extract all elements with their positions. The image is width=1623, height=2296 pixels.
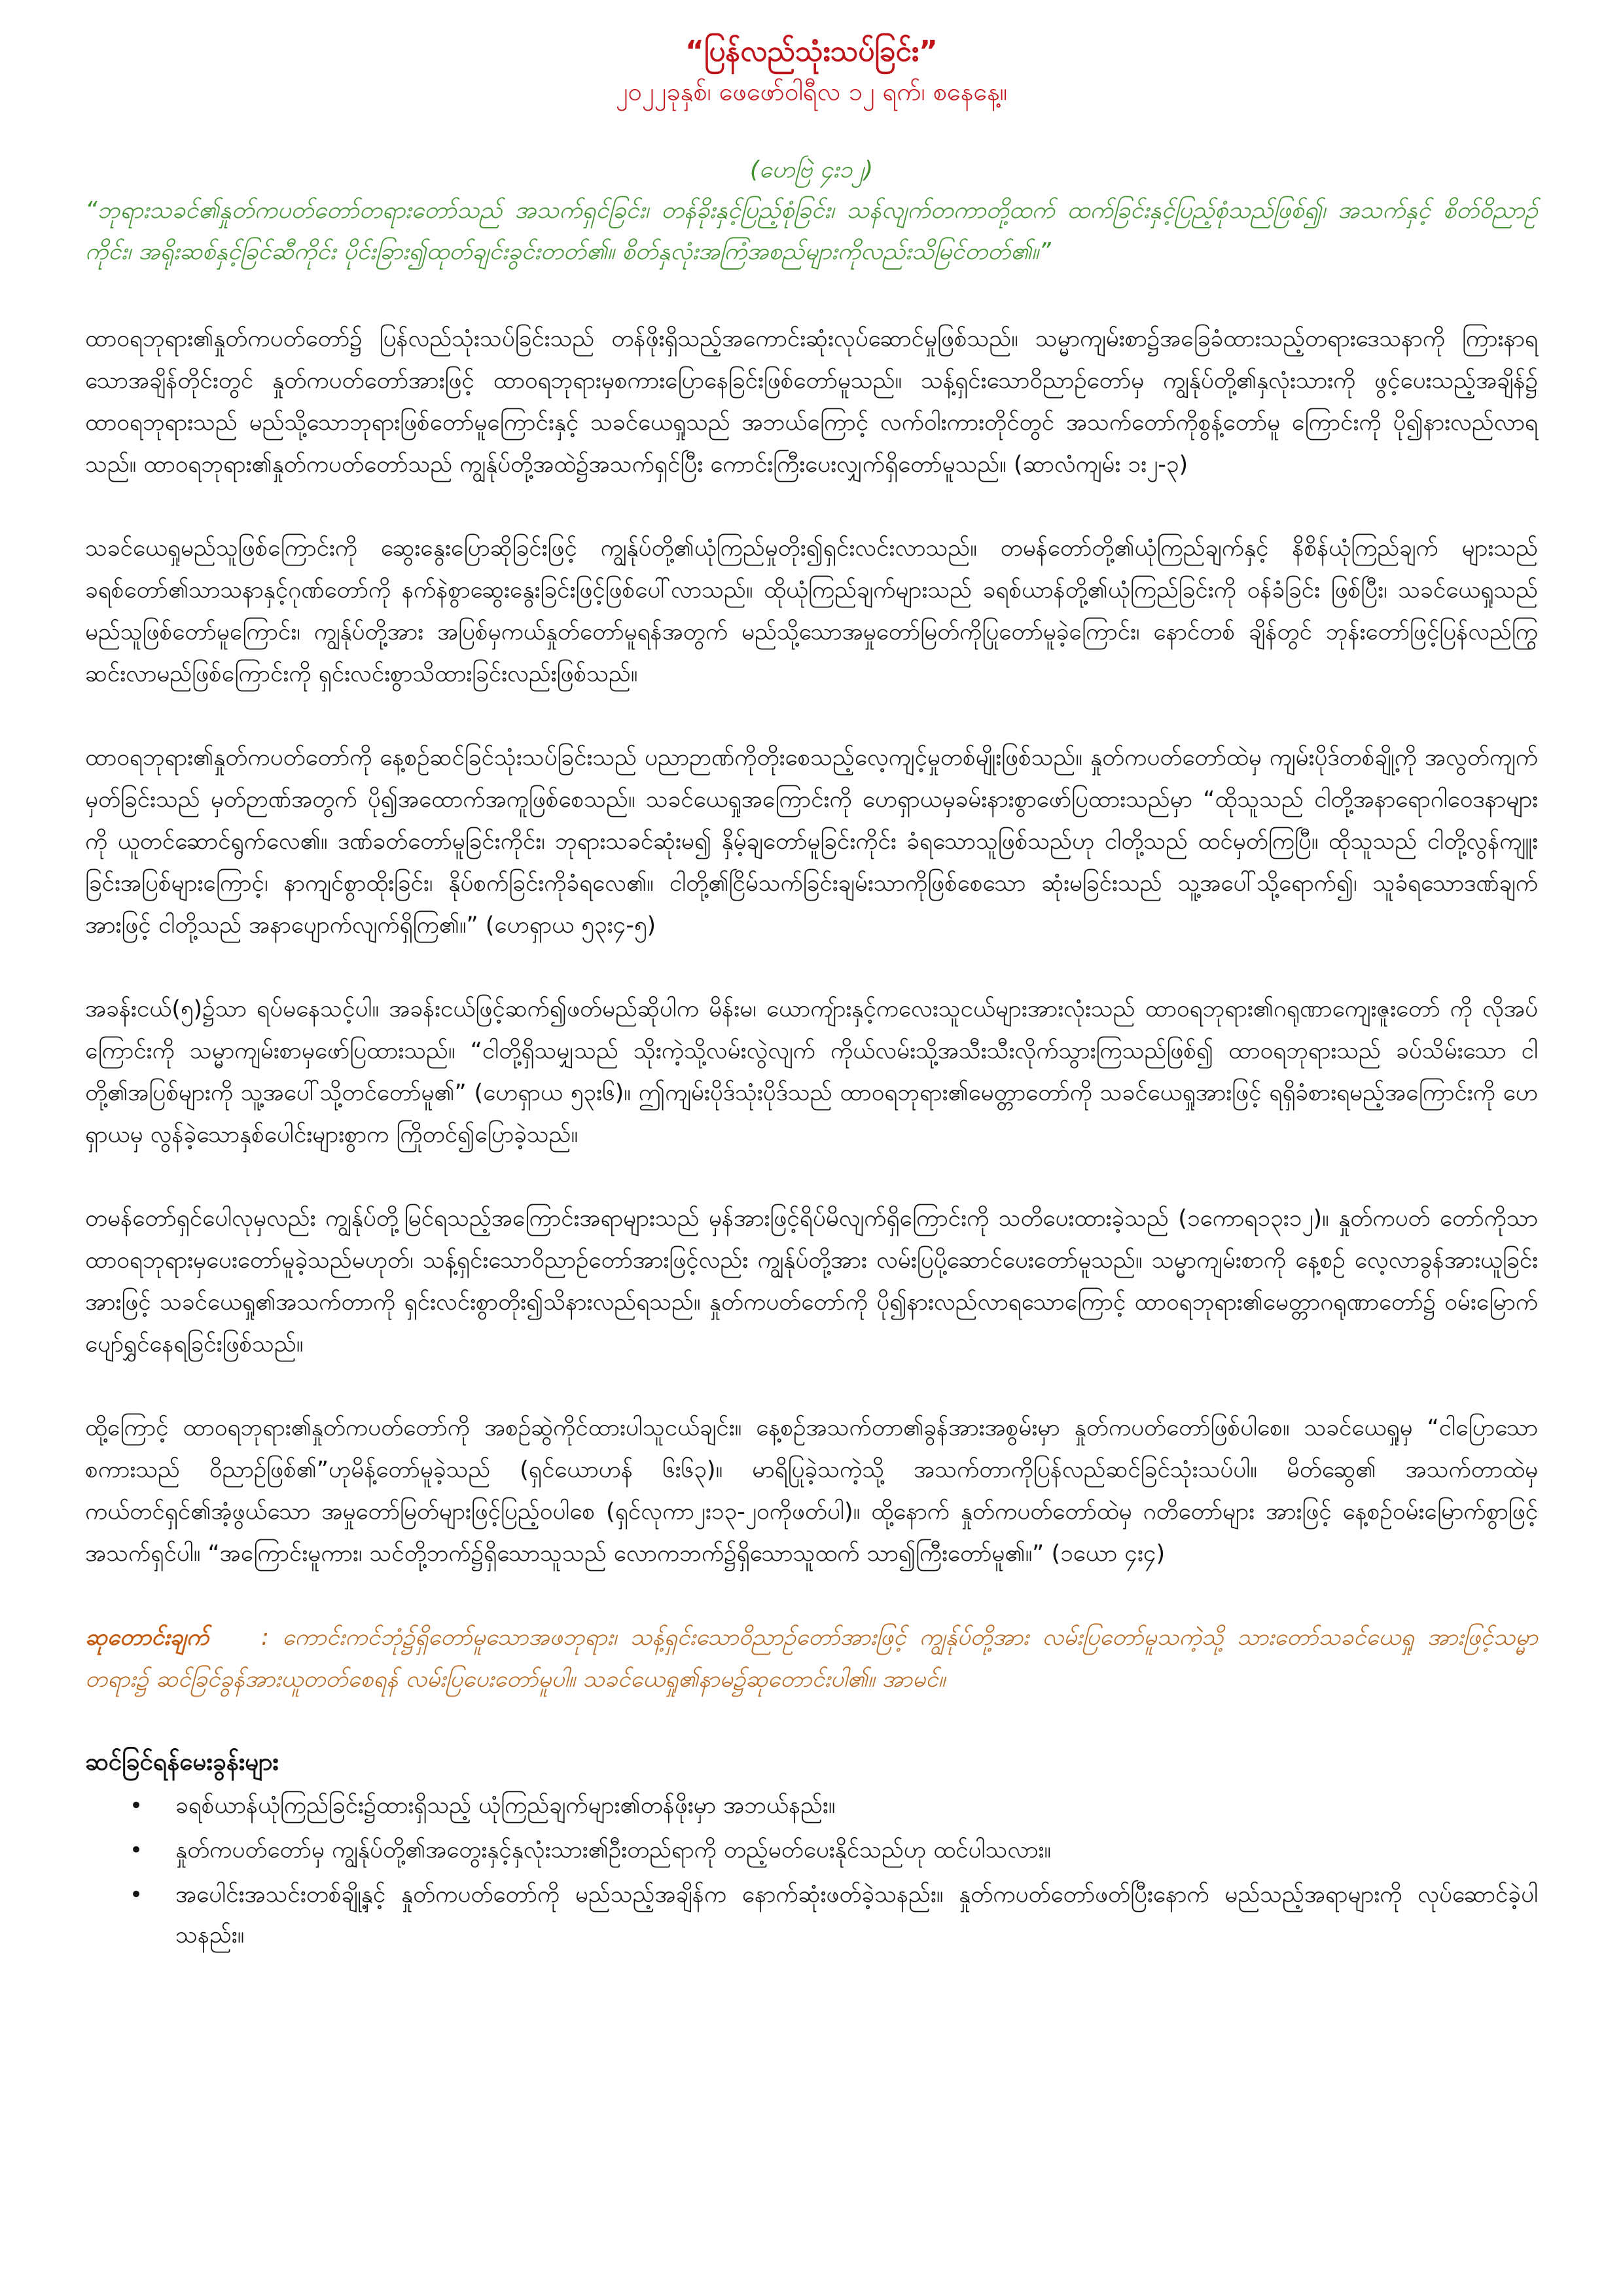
scripture-reference: (ဟေဗြဲ ၄း၁၂): [749, 156, 874, 183]
question-text: ခရစ်ယာန်ယုံကြည်ခြင်း၌ထားရှိသည့် ယုံကြည်ချက်များ၏တန်ဖိုးမှာ အဘယ်နည်း။: [175, 1793, 836, 1819]
prayer-block: [85, 1617, 1538, 1700]
page-date: ၂၀၂၂ခုနှစ်၊ ဖေဖော်ဝါရီလ ၁၂ ရက်၊ စနေနေ့။: [615, 77, 1008, 106]
page-title: “ပြန်လည်သုံးသပ်ခြင်း”: [685, 35, 938, 68]
body-paragraph-1: ထာဝရဘုရား၏နှုတ်ကပတ်တော်၌ ပြန်လည်သုံးသပ်ခြင်းသည် တန်ဖိုးရှိသည့်အကောင်းဆုံးလုပ်ဆောင်မှုဖြစ်သည်။ သမ္မာကျမ်းစာ၌အခြေခံထားသည့်တရားဒေသနာကို ကြားနာရသောအချိန်တိုင်းတွင် နှုတ်ကပတ်တော်အားဖြင့် ထာဝရဘုရားမှစကားပြောနေခြင်းဖြစ်တော်မူသည်။ သန့်ရှင်းသောဝိညာဉ်တော်မှ ကျွန်ုပ်တို့၏နှလုံးသားကို ဖွင့်ပေးသည့်အချိန်၌ ထာဝရဘုရားသည် မည်သို့သောဘုရားဖြစ်တော်မူကြောင်းနှင့် သခင်ယေရှုသည် အဘယ်ကြောင့် လက်ဝါးကားတိုင်တွင် အသက်တော်ကိုစွန့်တော်မူ ကြောင်းကို ပို၍နားလည်လာရသည်။ ထာဝရဘုရား၏နှုတ်ကပတ်တော်သည် ကျွန်ုပ်တို့အထဲ၌အသက်ရှင်ပြီး ကောင်းကြီးပေးလျှက်ရှိတော်မူသည်။ (ဆာလံကျမ်း ၁း၂-၃): [85, 326, 1538, 478]
list-item: [130, 1874, 1538, 1956]
questions-list: [85, 1785, 1538, 1956]
list-item: [130, 1830, 1538, 1871]
prayer-separator: :: [261, 1624, 269, 1651]
body-paragraph-4: အခန်းငယ်(၅)၌သာ ရပ်မနေသင့်ပါ။ အခန်းငယ်ဖြင့်ဆက်၍ဖတ်မည်ဆိုပါက မိန်းမ၊ ယောကျ်ားနှင့်ကလေးသူငယ်များအားလုံးသည် ထာဝရဘုရား၏ဂရုဏာကျေးဇူးတော် ကို လိုအပ်ကြောင်းကို သမ္မာကျမ်းစာမှဖော်ပြထားသည်။ “ငါတို့ရှိသမျှသည် သိုးကဲ့သို့လမ်းလွဲလျက် ကိုယ်လမ်းသို့အသီးသီးလိုက်သွားကြသည်ဖြစ်၍ ထာဝရဘုရားသည် ခပ်သိမ်းသော ငါတို့၏အပြစ်များကို သူ့အပေါ်သို့တင်တော်မူ၏” (ဟေရှာယ ၅၃း၆)။ ဤကျမ်းပိုဒ်သုံးပိုဒ်သည် ထာဝရဘုရား၏မေတ္တာတော်ကို သခင်ယေရှုအားဖြင့် ရရှိခံစားရမည့်အကြောင်းကို ဟေရှာယမှ လွန်ခဲ့သောနှစ်ပေါင်းများစွာက ကြိုတင်၍ပြောခဲ့သည်။: [85, 996, 1538, 1148]
prayer-label: ဆုတောင်းချက်: [85, 1624, 209, 1651]
prayer-text: ကောင်းကင်ဘုံ၌ရှိတော်မူသောအဖဘုရား၊ သန့်ရှင်းသောဝိညာဉ်တော်အားဖြင့် ကျွန်ုပ်တို့အား လမ်းပြတော်မူသကဲ့သို့ သားတော်သခင်ယေရှု အားဖြင့်သမ္မာတရား၌ ဆင်ခြင်ခွန်အားယူတတ်စေရန် လမ်းပြပေးတော်မူပါ။ သခင်ယေရှု၏နာမ၌ဆုတောင်းပါ၏။ အာမင်။: [85, 1624, 1538, 1693]
question-text: နှုတ်ကပတ်တော်မှ ကျွန်ုပ်တို့၏အတွေးနှင့်နှလုံးသား၏ဦးတည်ရာကို တည့်မတ်ပေးနိုင်သည်ဟု ထင်ပါသလား။: [175, 1837, 1052, 1863]
scripture-verse: “ဘုရားသခင်၏နှုတ်ကပတ်တော်တရားတော်သည် အသက်ရှင်ခြင်း၊ တန်ခိုးနှင့်ပြည့်စုံခြင်း၊ သန်လျက်တကာတို့ထက် ထက်ခြင်းနှင့်ပြည့်စုံသည်ဖြစ်၍၊ အသက်နှင့် စိတ်ဝိညာဉ်ကိုင်း၊ အရိုးဆစ်နှင့်ခြင်ဆီကိုင်း ပိုင်းခြား၍ထုတ်ချင်းခွင်းတတ်၏။ စိတ်နှလုံးအကြံအစည်များကိုလည်းသိမြင်တတ်၏။”: [85, 197, 1538, 265]
question-text: အပေါင်းအသင်းတစ်ချို့နှင့် နှုတ်ကပတ်တော်ကို မည်သည့်အချိန်က နောက်ဆုံးဖတ်ခဲ့သနည်း။ နှုတ်ကပတ်တော်ဖတ်ပြီးနောက် မည်သည့်အရာများကို လုပ်ဆောင်ခဲ့ပါသနည်း။: [175, 1882, 1538, 1948]
list-item: [130, 1785, 1538, 1826]
body-paragraph-6: ထို့ကြောင့် ထာဝရဘုရား၏နှုတ်ကပတ်တော်ကို အစဉ်ဆွဲကိုင်ထားပါသူငယ်ချင်း။ နေ့စဉ်အသက်တာ၏ခွန်အားအစွမ်းမှာ နှုတ်ကပတ်တော်ဖြစ်ပါစေ။ သခင်ယေရှုမှ “ငါပြောသောစကားသည် ဝိညာဉ်ဖြစ်၏”ဟုမိန့်တော်မူခဲ့သည် (ရှင်ယောဟန် ၆း၆၃)။ မာရိပြုခဲ့သကဲ့သို့ အသက်တာကိုပြန်လည်ဆင်ခြင်သုံးသပ်ပါ။ မိတ်ဆွေ၏ အသက်တာထဲမှ ကယ်တင်ရှင်၏အံ့ဖွယ်သော အမှုတော်မြတ်များဖြင့်ပြည့်ဝပါစေ (ရှင်လုကာ၂း၁၃-၂၀ကိုဖတ်ပါ)။ ထို့နောက် နှုတ်ကပတ်တော်ထဲမှ ဂတိတော်များ အားဖြင့် နေ့စဉ်ဝမ်းမြောက်စွာဖြင့် အသက်ရှင်ပါ။ “အကြောင်းမူကား၊ သင်တို့ဘက်၌ရှိသောသူသည် လောကဘက်၌ရှိသောသူထက် သာ၍ကြီးတော်မူ၏။” (၁ယော ၄း၄): [85, 1415, 1538, 1567]
bullet-icon: •: [130, 1882, 143, 1908]
body-paragraph-5: တမန်တော်ရှင်ပေါလုမှလည်း ကျွန်ုပ်တို့မြင်ရသည့်အကြောင်းအရာများသည် မှန်အားဖြင့်ရိပ်မိလျက်ရှိကြောင်းကို သတိပေးထားခဲ့သည် (၁ကောရ၁၃း၁၂)။ နှုတ်ကပတ် တော်ကိုသာ ထာဝရဘုရားမှပေးတော်မူခဲ့သည်မဟုတ်၊ သန့်ရှင်းသောဝိညာဉ်တော်အားဖြင့်လည်း ကျွန်ုပ်တို့အား လမ်းပြပို့ဆောင်ပေးတော်မူသည်။ သမ္မာကျမ်းစာကို နေ့စဉ် လေ့လာခွန်အားယူခြင်းအားဖြင့် သခင်ယေရှု၏အသက်တာကို ရှင်းလင်းစွာတိုး၍သိနားလည်ရသည်။ နှုတ်ကပတ်တော်ကို ပို၍နားလည်လာရသောကြောင့် ထာဝရဘုရား၏မေတ္တာဂရုဏာတော်၌ ဝမ်းမြောက်ပျော်ရွှင်နေရခြင်းဖြစ်သည်။: [85, 1206, 1538, 1357]
questions-heading: ဆင်ခြင်ရန်မေးခွန်းများ: [85, 1748, 279, 1776]
bullet-icon: •: [130, 1837, 143, 1863]
body-paragraph-2: သခင်ယေရှုမည်သူဖြစ်ကြောင်းကို ဆွေးနွေးပြောဆိုခြင်းဖြင့် ကျွန်ုပ်တို့၏ယုံကြည်မှုတိုး၍ရှင်းလင်းလာသည်။ တမန်တော်တို့၏ယုံကြည်ချက်နှင့် နိစိန်ယုံကြည်ချက် များသည် ခရစ်တော်၏သာသနာနှင့်ဂုဏ်တော်ကို နက်နဲစွာဆွေးနွေးခြင်းဖြင့်ဖြစ်ပေါ်လာသည်။ ထိုယုံကြည်ချက်များသည် ခရစ်ယာန်တို့၏ယုံကြည်ခြင်းကို ဝန်ခံခြင်း ဖြစ်ပြီး၊ သခင်ယေရှုသည် မည်သူဖြစ်တော်မူကြောင်း၊ ကျွန်ုပ်တို့အား အပြစ်မှကယ်နှုတ်တော်မူရန်အတွက် မည်သို့သောအမှုတော်မြတ်ကိုပြုတော်မူခဲ့ကြောင်း၊ နောင်တစ် ချိန်တွင် ဘုန်းတော်ဖြင့်ပြန်လည်ကြွဆင်းလာမည်ဖြစ်ကြောင်းကို ရှင်းလင်းစွာသိထားခြင်းလည်းဖြစ်သည်။: [85, 535, 1538, 687]
body-paragraph-3: ထာဝရဘုရား၏နှုတ်ကပတ်တော်ကို နေ့စဉ်ဆင်ခြင်သုံးသပ်ခြင်းသည် ပညာဉာဏ်ကိုတိုးစေသည့်လေ့ကျင့်မှုတစ်မျိုးဖြစ်သည်။ နှုတ်ကပတ်တော်ထဲမှ ကျမ်းပိုဒ်တစ်ချို့ကို အလွတ်ကျက်မှတ်ခြင်းသည် မှတ်ဉာဏ်အတွက် ပို၍အထောက်အကူဖြစ်စေသည်။ သခင်ယေရှုအကြောင်းကို ဟေရှာယမှခမ်းနားစွာဖော်ပြထားသည်မှာ “ထိုသူသည် ငါတို့အနာရောဂါဝေဒနာများကို ယူတင်ဆောင်ရွက်လေ၏။ ဒဏ်ခတ်တော်မူခြင်းကိုင်း၊ ဘုရားသခင်ဆုံးမ၍ နှိမ့်ချတော်မူခြင်းကိုင်း ခံရသောသူဖြစ်သည်ဟု ငါတို့သည် ထင်မှတ်ကြပြီ။ ထိုသူသည် ငါတို့လွန်ကျူးခြင်းအပြစ်များကြောင့်၊ နာကျင်စွာထိုးခြင်း၊ နိုပ်စက်ခြင်းကိုခံရလေ၏။ ငါတို့၏ငြိမ်သက်ခြင်းချမ်းသာကိုဖြစ်စေသော ဆုံးမခြင်းသည် သူ့အပေါ်သို့ရောက်၍၊ သူခံရသောဒဏ်ချက်အားဖြင့် ငါတို့သည် အနာပျောက်လျက်ရှိကြ၏။” (ဟေရှာယ ၅၃း၄-၅): [85, 745, 1538, 939]
bullet-icon: •: [130, 1793, 143, 1819]
